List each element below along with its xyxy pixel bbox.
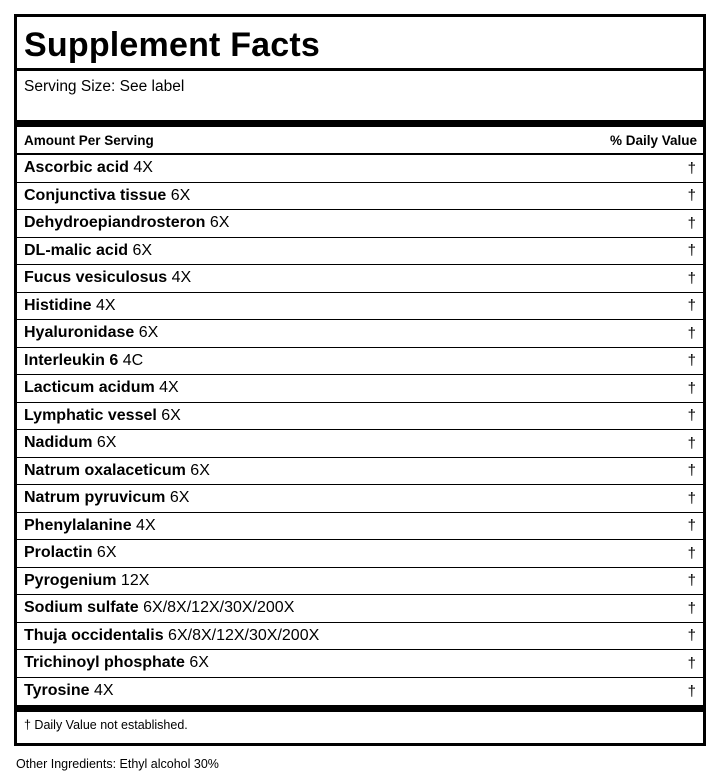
ingredient-row <box>17 348 703 376</box>
ingredient-row <box>17 320 703 348</box>
column-header <box>17 127 703 153</box>
ingredient-name: Trichinoyl phosphate <box>24 654 185 672</box>
ingredient-row <box>17 568 703 596</box>
dagger-symbol: † <box>687 242 696 260</box>
ingredient-potency: 4X <box>133 159 153 177</box>
ingredient-entry <box>24 544 117 562</box>
ingredient-entry <box>24 462 210 480</box>
ingredient-entry <box>24 489 189 507</box>
dagger-symbol: † <box>687 434 696 452</box>
ingredient-row <box>17 513 703 541</box>
ingredient-potency: 4X <box>159 379 179 397</box>
ingredient-name: Interleukin 6 <box>24 351 119 369</box>
other-ingredients: Other Ingredients: Ethyl alcohol 30% <box>16 757 219 771</box>
ingredient-name: Natrum pyruvicum <box>24 489 166 507</box>
ingredient-entry <box>24 627 319 645</box>
ingredient-entry <box>24 517 156 535</box>
ingredient-row <box>17 623 703 651</box>
ingredient-name: Phenylalanine <box>24 516 132 534</box>
daily-value-label: % Daily Value <box>609 132 697 148</box>
dagger-symbol: † <box>687 489 696 507</box>
ingredient-entry <box>24 379 179 397</box>
ingredient-name: Natrum oxalaceticum <box>24 461 186 479</box>
ingredient-row <box>17 540 703 568</box>
ingredient-row <box>17 238 703 266</box>
ingredient-row <box>17 183 703 211</box>
ingredient-row <box>17 210 703 238</box>
ingredient-row <box>17 430 703 458</box>
ingredient-name: Tyrosine <box>24 682 90 700</box>
ingredient-entry <box>24 654 209 672</box>
ingredient-potency: 6X/8X/12X/30X/200X <box>168 626 320 644</box>
dagger-symbol: † <box>687 682 696 700</box>
panel-title: Supplement Facts <box>24 26 321 64</box>
dagger-symbol: † <box>687 599 696 617</box>
ingredient-list <box>17 155 703 705</box>
ingredient-potency: 6X <box>96 544 117 562</box>
ingredient-name: Dehydroepiandrosteron <box>24 214 206 232</box>
ingredient-potency: 6X <box>209 214 230 232</box>
ingredient-potency: 6X <box>138 324 159 342</box>
ingredient-row <box>17 265 703 293</box>
ingredient-name: Sodium sulfate <box>24 599 139 617</box>
ingredient-potency: 6X <box>161 406 181 424</box>
dagger-symbol: † <box>687 379 696 397</box>
ingredient-entry <box>24 407 181 425</box>
ingredient-name: Prolactin <box>24 544 93 562</box>
ingredient-potency: 4X <box>171 269 192 287</box>
bottom-thick-divider <box>17 705 703 712</box>
dagger-symbol: † <box>687 187 696 205</box>
ingredient-name: Histidine <box>24 296 92 314</box>
ingredient-name: Ascorbic acid <box>24 159 129 177</box>
dagger-symbol: † <box>687 352 696 370</box>
thick-divider <box>17 120 703 127</box>
ingredient-row <box>17 678 703 706</box>
ingredient-entry <box>24 214 229 232</box>
ingredient-row <box>17 293 703 321</box>
dagger-symbol: † <box>687 407 696 425</box>
footnote: † Daily Value not established. <box>24 718 188 732</box>
serving-size: Serving Size: See label <box>24 78 185 95</box>
dagger-symbol: † <box>687 159 696 177</box>
dagger-symbol: † <box>687 654 696 672</box>
ingredient-name: Lacticum acidum <box>24 379 155 397</box>
ingredient-row <box>17 485 703 513</box>
ingredient-name: Hyaluronidase <box>24 324 135 342</box>
ingredient-row <box>17 595 703 623</box>
ingredient-potency: 4X <box>136 516 156 534</box>
ingredient-entry <box>24 269 191 287</box>
ingredient-row <box>17 650 703 678</box>
ingredient-entry <box>24 434 116 452</box>
ingredient-entry <box>24 159 153 177</box>
dagger-symbol: † <box>687 517 696 535</box>
ingredient-entry <box>24 352 143 370</box>
ingredient-potency: 6X <box>169 489 190 507</box>
ingredient-potency: 6X <box>132 241 153 259</box>
ingredient-potency: 4X <box>96 296 116 314</box>
ingredient-potency: 6X <box>189 654 209 672</box>
dagger-symbol: † <box>687 269 696 287</box>
ingredient-row <box>17 458 703 486</box>
ingredient-name: Lymphatic vessel <box>24 406 157 424</box>
dagger-symbol: † <box>687 297 696 315</box>
supplement-facts-panel <box>14 14 706 746</box>
ingredient-entry <box>24 297 116 315</box>
ingredient-potency: 6X <box>96 434 117 452</box>
dagger-symbol: † <box>687 462 696 480</box>
ingredient-row <box>17 155 703 183</box>
amount-per-serving-label: Amount Per Serving <box>24 132 154 148</box>
dagger-symbol: † <box>687 544 696 562</box>
ingredient-row <box>17 403 703 431</box>
dagger-symbol: † <box>687 214 696 232</box>
ingredient-name: Fucus vesiculosus <box>24 269 168 287</box>
ingredient-potency: 4C <box>122 351 144 369</box>
ingredient-potency: 6X <box>190 461 210 479</box>
ingredient-name: DL-malic acid <box>24 241 129 259</box>
ingredient-potency: 6X <box>170 186 191 204</box>
ingredient-entry <box>24 599 294 617</box>
ingredient-potency: 6X/8X/12X/30X/200X <box>143 599 295 617</box>
ingredient-entry <box>24 682 114 700</box>
ingredient-entry <box>24 242 152 260</box>
dagger-symbol: † <box>687 572 696 590</box>
ingredient-entry <box>24 572 149 590</box>
ingredient-potency: 12X <box>120 571 150 589</box>
ingredient-potency: 4X <box>93 682 114 700</box>
ingredient-name: Pyrogenium <box>24 571 117 589</box>
dagger-symbol: † <box>687 324 696 342</box>
ingredient-name: Nadidum <box>24 434 93 452</box>
ingredient-entry <box>24 324 158 342</box>
dagger-symbol: † <box>687 627 696 645</box>
ingredient-entry <box>24 187 190 205</box>
ingredient-name: Thuja occidentalis <box>24 626 164 644</box>
ingredient-row <box>17 375 703 403</box>
ingredient-name: Conjunctiva tissue <box>24 186 167 204</box>
